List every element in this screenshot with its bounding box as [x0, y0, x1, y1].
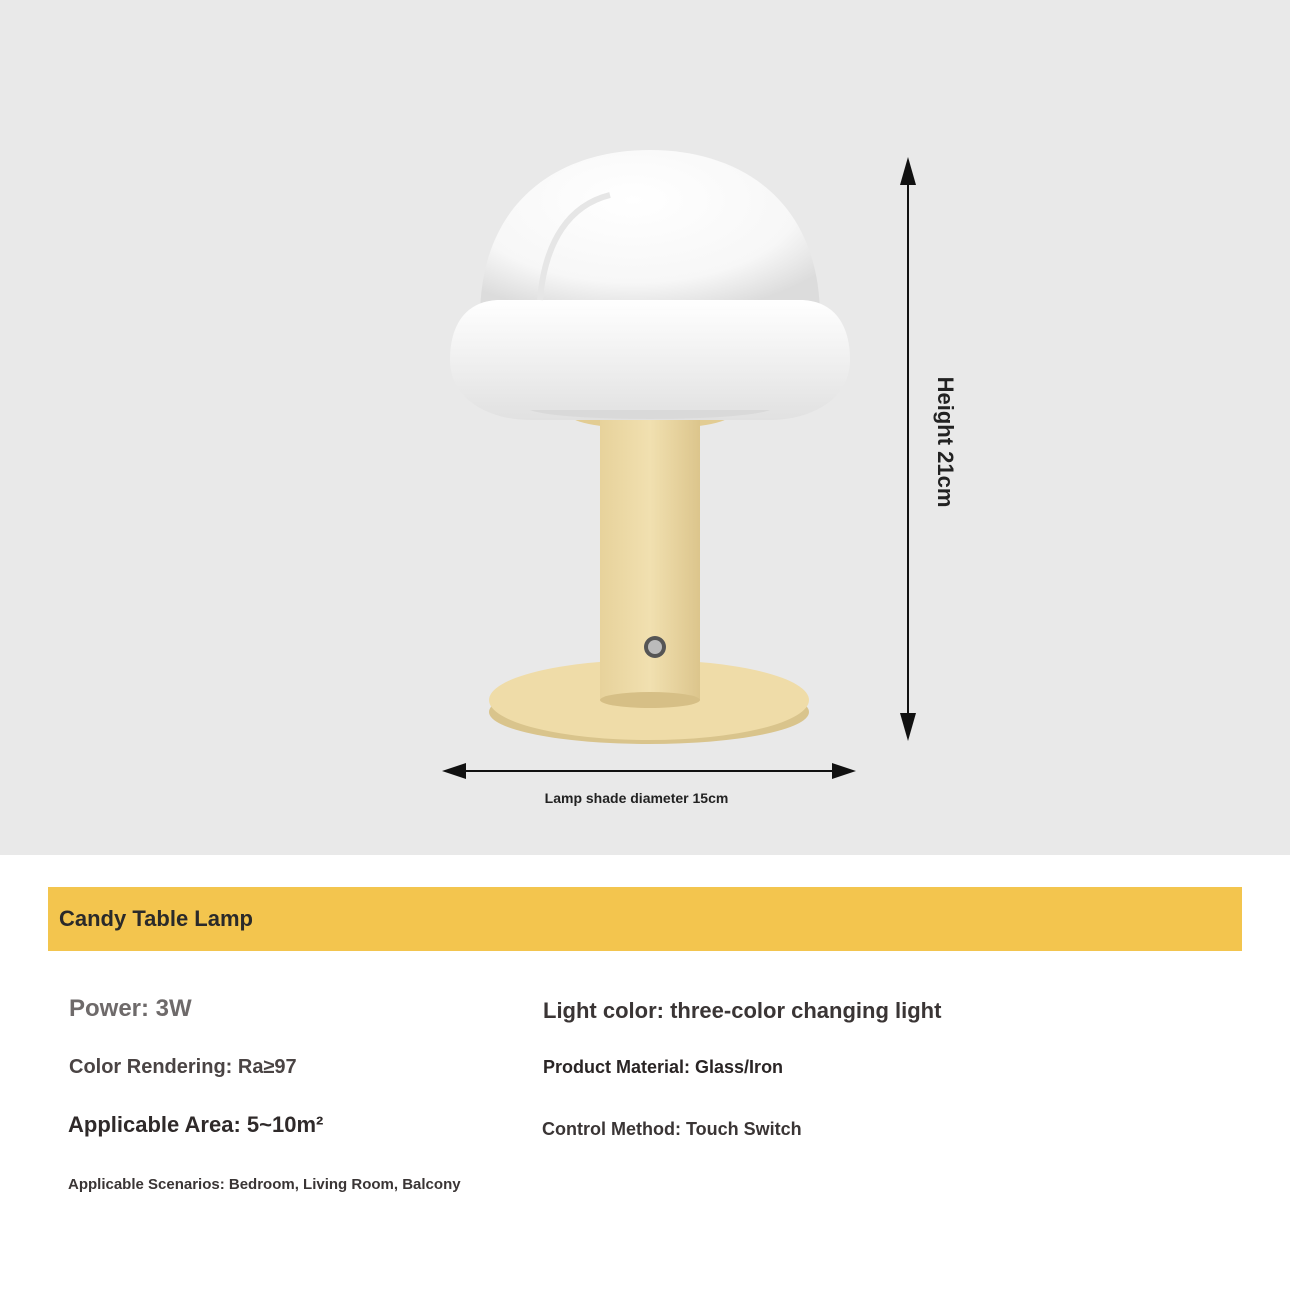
height-arrow — [900, 157, 916, 741]
spec-light-color: Light color: three-color changing light — [543, 998, 942, 1023]
spec-control: Control Method: Touch Switch — [542, 1119, 802, 1139]
diameter-label: Lamp shade diameter 15cm — [544, 790, 729, 806]
spec-color-rendering: Color Rendering: Ra≥97 — [69, 1056, 297, 1078]
diameter-arrow — [442, 763, 856, 779]
lamp-stem — [600, 415, 700, 708]
spec-applicable-scenarios: Applicable Scenarios: Bedroom, Living Room, Balcony — [68, 1176, 461, 1193]
spec-power: Power: 3W — [69, 995, 192, 1022]
touch-switch-icon — [644, 636, 666, 658]
height-label: Height 21cm — [933, 376, 958, 508]
product-title: Candy Table Lamp — [59, 906, 253, 931]
spec-material: Product Material: Glass/Iron — [543, 1057, 784, 1077]
spec-applicable-area: Applicable Area: 5~10m² — [68, 1112, 324, 1137]
product-title-bar — [48, 887, 1242, 951]
lamp-shade — [450, 150, 850, 420]
